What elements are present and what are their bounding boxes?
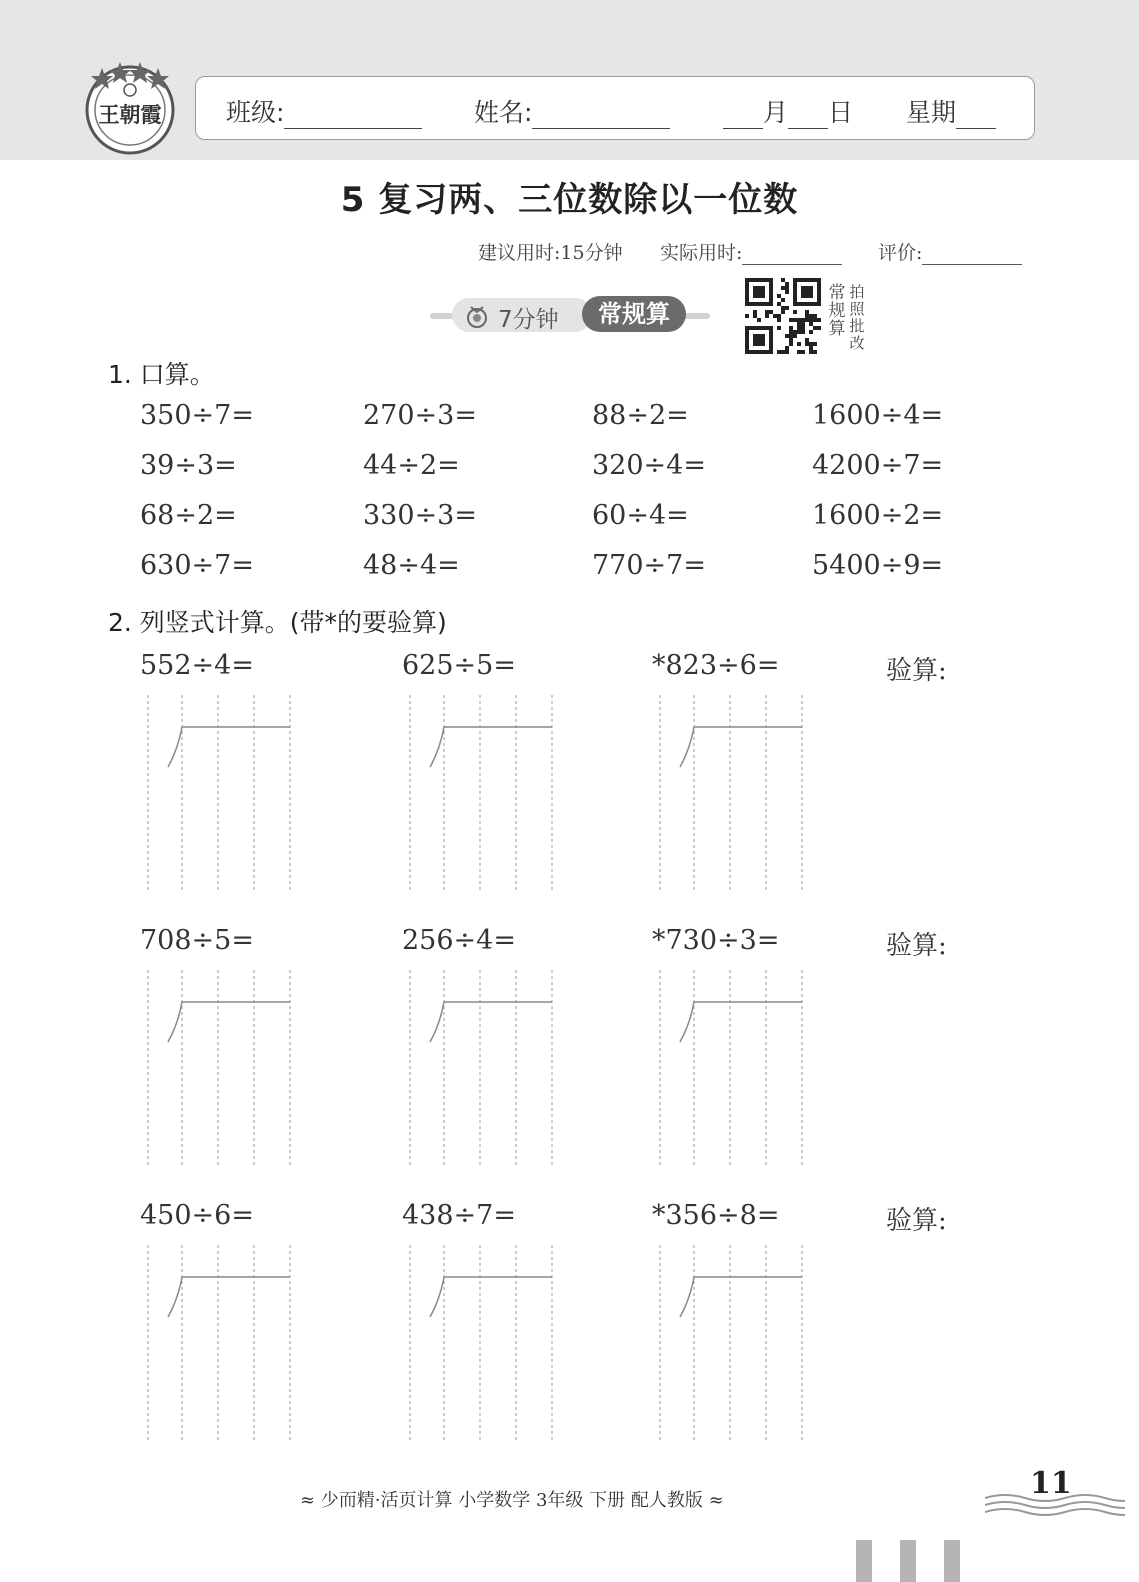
- oral-problem: 5400÷9=: [812, 550, 944, 581]
- actual-time-field[interactable]: [660, 238, 842, 265]
- division-problem: 708÷5=: [140, 925, 254, 956]
- division-problem: 625÷5=: [402, 650, 516, 681]
- medal-icon: [466, 304, 488, 328]
- suggested-time: 建议用时:15分钟: [478, 242, 623, 264]
- svg-text:王朝霞: 王朝霞: [98, 102, 162, 127]
- work-grid[interactable]: [146, 695, 296, 895]
- oral-problem: 44÷2=: [363, 450, 460, 481]
- qr-caption-1: 常规算: [828, 283, 846, 339]
- oral-problem: 68÷2=: [140, 500, 237, 531]
- division-problem: *730÷3=: [652, 925, 780, 956]
- division-problem: *823÷6=: [652, 650, 780, 681]
- question-2-label: 2. 列竖式计算。(带*的要验算): [108, 608, 447, 637]
- qr-caption-2: 拍照批改: [849, 283, 865, 352]
- work-grid[interactable]: [408, 695, 558, 895]
- oral-problem: 1600÷4=: [812, 400, 944, 431]
- division-problem: 450÷6=: [140, 1200, 254, 1231]
- oral-problem: 60÷4=: [592, 500, 689, 531]
- verify-label: 验算:: [886, 1206, 947, 1236]
- tab-marker: [944, 1540, 960, 1582]
- oral-problem: 88÷2=: [592, 400, 689, 431]
- name-field[interactable]: [474, 93, 670, 129]
- footer-text: ≈ 少而精·活页计算 小学数学 3年级 下册 配人教版 ≈: [300, 1490, 724, 1511]
- work-grid[interactable]: [146, 970, 296, 1170]
- class-label: 班级:: [226, 98, 285, 127]
- oral-problem: 320÷4=: [592, 450, 706, 481]
- work-grid[interactable]: [658, 695, 808, 895]
- oral-problem: 48÷4=: [363, 550, 460, 581]
- division-problem: *356÷8=: [652, 1200, 780, 1231]
- qr-code-icon[interactable]: [745, 278, 821, 354]
- work-grid[interactable]: [658, 970, 808, 1170]
- routine-tag: 常规算: [582, 296, 686, 332]
- oral-problem: 1600÷2=: [812, 500, 944, 531]
- evaluation-field[interactable]: [878, 238, 1022, 265]
- date-field[interactable]: [723, 93, 853, 129]
- work-grid[interactable]: [408, 1245, 558, 1445]
- day-label: 日: [828, 98, 854, 127]
- page-title: 5 复习两、三位数除以一位数: [340, 180, 799, 220]
- work-grid[interactable]: [408, 970, 558, 1170]
- oral-problem: 350÷7=: [140, 400, 254, 431]
- time-text: 7分钟: [498, 307, 559, 333]
- page-number: 11: [1030, 1466, 1072, 1501]
- publisher-logo: [80, 56, 180, 156]
- weekday-label: 星期: [906, 98, 957, 127]
- wave-decoration-icon: [985, 1492, 1125, 1522]
- oral-problem: 39÷3=: [140, 450, 237, 481]
- weekday-field[interactable]: [906, 93, 996, 129]
- tab-marker: [856, 1540, 872, 1582]
- month-label: 月: [763, 98, 789, 127]
- tab-marker: [900, 1540, 916, 1582]
- oral-problem: 770÷7=: [592, 550, 706, 581]
- verify-label: 验算:: [886, 931, 947, 961]
- class-field[interactable]: [226, 93, 422, 129]
- division-problem: 552÷4=: [140, 650, 254, 681]
- division-problem: 438÷7=: [402, 1200, 516, 1231]
- oral-problem: 330÷3=: [363, 500, 477, 531]
- actual-time-label: 实际用时:: [660, 242, 743, 264]
- oral-problem: 630÷7=: [140, 550, 254, 581]
- verify-label: 验算:: [886, 656, 947, 686]
- student-info-box: [195, 76, 1035, 140]
- work-grid[interactable]: [146, 1245, 296, 1445]
- division-problem: 256÷4=: [402, 925, 516, 956]
- oral-problem: 270÷3=: [363, 400, 477, 431]
- question-1-label: 1. 口算。: [108, 360, 215, 389]
- oral-problem: 4200÷7=: [812, 450, 944, 481]
- work-grid[interactable]: [658, 1245, 808, 1445]
- evaluation-label: 评价:: [878, 242, 923, 264]
- time-pill: [452, 298, 592, 332]
- name-label: 姓名:: [474, 98, 533, 127]
